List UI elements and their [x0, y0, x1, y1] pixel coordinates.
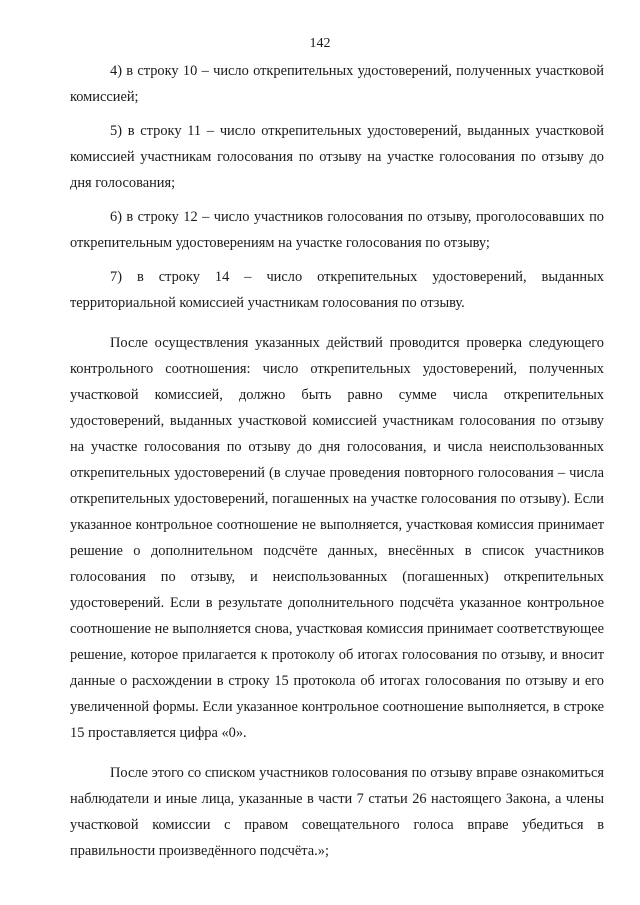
page-number: 142 [309, 36, 331, 51]
paragraph-control-check: После осуществления указанных действий проводится проверка следующего контрольного соотношения: число открепительных удостоверений, полученных участковой комиссией, должно быть равно сумме числа открепительных удостоверений, выданных участковой комиссией участникам голосования по отзыву на участке голосования по отзыву до дня голосования, и числа неиспользованных открепительных удостоверений (в случае проведения повторного голосования – числа открепительных удостоверений, погашенных на участке голосования по отзыву). Если указанное контрольное соотношение не выполняется, участковая комиссия принимает решение о дополнительном подсчёте данных, внесённых в список участников голосования по отзыву, и неиспользованных (погашенных) открепительных удостоверений. Если в результате дополнительного подсчёта указанное контрольное соотношение не выполняется снова, участковая комиссия принимает соответствующее решение, которое прилагается к протоколу об итогах голосования по отзыву, и вносит данные о расхождении в строку 15 протокола об итогах голосования по отзыву и его увеличенной формы. Если указанное контрольное соотношение выполняется, в строке 15 проставляется цифра «0». [70, 335, 604, 741]
document-body [70, 58, 604, 872]
paragraph-item-6: 6) в строку 12 – число участников голосования по отзыву, проголосовавших по открепительным удостоверениям на участке голосования по отзыву; [70, 209, 604, 251]
paragraph-observers: После этого со списком участников голосования по отзыву вправе ознакомиться наблюдатели и иные лица, указанные в части 7 статьи 26 настоящего Закона, а члены участковой комиссии с правом совещательного голоса вправе убедиться в правильности произведённого подсчёта.»; [70, 765, 604, 859]
paragraph-item-4: 4) в строку 10 – число открепительных удостоверений, полученных участковой комиссией; [70, 63, 604, 105]
paragraph-item-7: 7) в строку 14 – число открепительных удостоверений, выданных территориальной комиссией участникам голосования по отзыву. [70, 269, 604, 311]
paragraph-item-5: 5) в строку 11 – число открепительных удостоверений, выданных участковой комиссией участникам голосования по отзыву на участке голосования по отзыву до дня голосования; [70, 123, 604, 191]
